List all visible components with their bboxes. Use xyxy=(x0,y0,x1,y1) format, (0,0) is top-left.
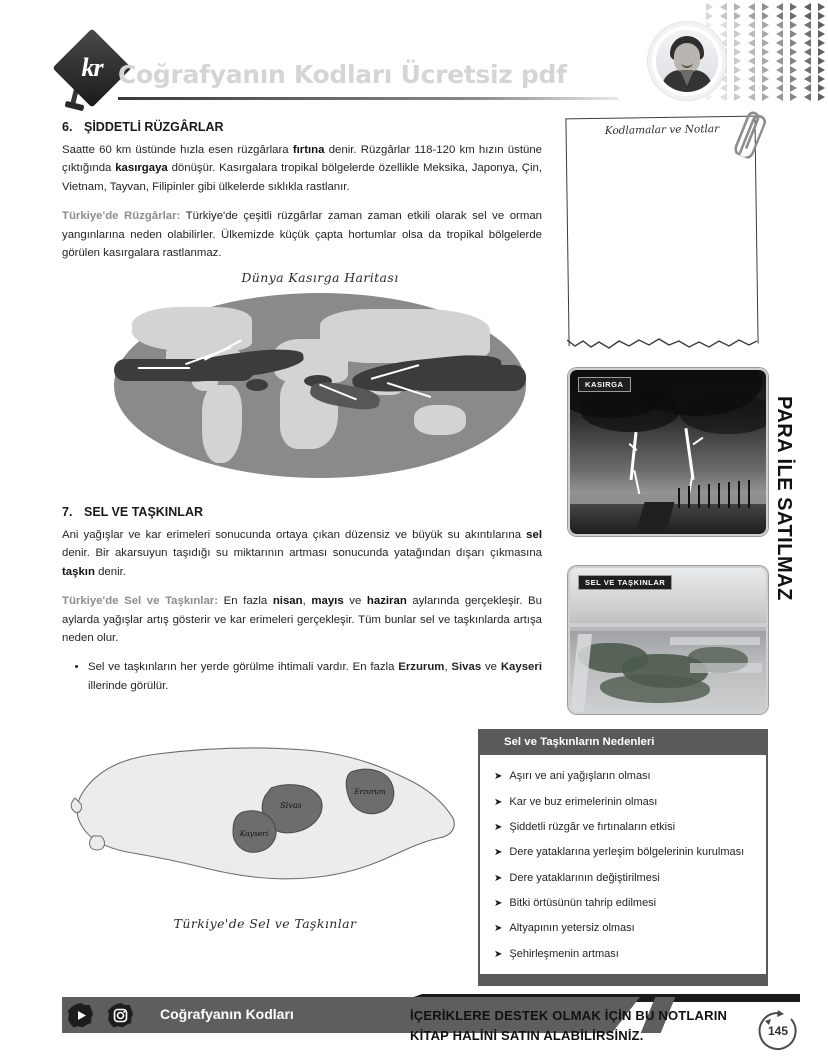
page-title: Coğrafyanın Kodları Ücretsiz pdf xyxy=(118,60,567,89)
decorative-triangle xyxy=(804,30,811,38)
cause-list-item xyxy=(494,764,754,789)
decorative-triangle xyxy=(748,57,755,65)
decorative-triangle xyxy=(748,93,755,101)
decorative-triangle xyxy=(776,12,783,20)
decorative-triangle xyxy=(706,21,713,29)
decorative-triangle xyxy=(804,39,811,47)
section-7-block xyxy=(62,505,542,695)
cause-list-item xyxy=(494,815,754,840)
cause-text: Dere yataklarının değiştirilmesi xyxy=(509,871,660,884)
world-map-graphic xyxy=(114,293,526,478)
decorative-triangle xyxy=(818,57,825,65)
decorative-triangle xyxy=(720,12,727,20)
decorative-triangle xyxy=(776,66,783,74)
cause-list-item xyxy=(494,942,754,967)
decorative-triangle xyxy=(776,75,783,83)
cause-text: Altyapının yetersiz olması xyxy=(509,922,635,935)
decorative-triangle xyxy=(818,21,825,29)
decorative-triangle xyxy=(818,75,825,83)
cause-text: Şiddetli rüzgâr ve fırtınaların etkisi xyxy=(509,820,676,833)
decorative-triangle xyxy=(818,93,825,101)
paragraph: Türkiye'de Sel ve Taşkınlar: En fazla nisan, mayıs ve haziran aylarında gerçekleşir. Bu aylarda yağışlar artış gösterir ve kar erimeleri gerçekleşir. Tüm bunlar sel ve taşkınlarda artışa neden olur. xyxy=(62,595,542,645)
decorative-triangle xyxy=(804,84,811,92)
list-item: • Sel ve taşkınların her yerde görülme ihtimali vardır. En fazla Erzurum, Sivas ve Kayseri illerinde görülür. xyxy=(88,658,542,695)
decorative-triangle xyxy=(790,48,797,56)
not-for-sale-notice: PARA İLE SATILMAZ xyxy=(773,396,795,601)
decorative-triangle xyxy=(734,75,741,83)
cause-list-item xyxy=(494,866,754,891)
section-number: 6. xyxy=(62,120,73,134)
section-7-bullets xyxy=(62,658,542,695)
decorative-triangle xyxy=(720,93,727,101)
decorative-triangle xyxy=(748,66,755,74)
main-content xyxy=(62,120,542,273)
avatar xyxy=(656,30,718,92)
decorative-triangle xyxy=(734,21,741,29)
decorative-triangle xyxy=(706,93,713,101)
decorative-triangle xyxy=(748,84,755,92)
decorative-triangle xyxy=(790,66,797,74)
notes-title: Kodlamalar ve Notlar xyxy=(604,123,720,137)
logo-base xyxy=(65,101,85,111)
turkey-map-caption: Türkiye'de Sel ve Taşkınlar xyxy=(173,916,357,931)
publisher-logo-text: kr xyxy=(81,53,103,82)
decorative-triangle xyxy=(776,39,783,47)
cause-text: Aşırı ve ani yağışların olması xyxy=(509,770,651,783)
decorative-triangle xyxy=(790,12,797,20)
decorative-triangle xyxy=(804,75,811,83)
decorative-triangle xyxy=(762,75,769,83)
arrow-right-icon: ➤ xyxy=(494,796,503,808)
decorative-triangle xyxy=(748,48,755,56)
decorative-triangle xyxy=(776,3,783,11)
paragraph: Saatte 60 km üstünde hızla esen rüzgârlara fırtına denir. Rüzgârlar 118-120 km hızın üstüne çıktığında kasırgaya dönüşür. Kasırgalara tropikal bölgelerde özellikle Meksika, Japonya, Çin, Vietnam, Tayvan, Filipinler gibi ülkelerde sıklıkla rastlanır. xyxy=(62,144,543,193)
photo-hurricane xyxy=(568,368,768,536)
cause-list-item xyxy=(494,789,754,814)
decorative-triangle xyxy=(734,30,741,38)
cause-list-item xyxy=(494,840,754,865)
causes-box xyxy=(478,729,768,986)
decorative-triangle xyxy=(790,39,797,47)
decorative-triangle xyxy=(790,84,797,92)
decorative-triangle xyxy=(776,93,783,101)
decorative-triangle xyxy=(720,84,727,92)
decorative-triangle xyxy=(776,48,783,56)
decorative-triangle xyxy=(762,48,769,56)
cause-text: Dere yataklarına yerleşim bölgelerinin kurulması xyxy=(509,846,745,859)
arrow-right-icon: ➤ xyxy=(494,771,503,783)
decorative-triangle xyxy=(734,57,741,65)
section-number: 7. xyxy=(62,505,73,519)
decorative-triangle xyxy=(734,3,741,11)
decorative-triangle xyxy=(818,39,825,47)
decorative-triangle xyxy=(776,57,783,65)
photo-label: SEL VE TAŞKINLAR xyxy=(578,575,672,590)
decorative-triangle xyxy=(762,12,769,20)
decorative-triangle xyxy=(776,21,783,29)
decorative-triangle xyxy=(804,57,811,65)
page-header xyxy=(0,0,828,112)
decorative-triangle xyxy=(790,93,797,101)
cause-text: Şehirleşmenin artması xyxy=(509,947,619,960)
decorative-triangle xyxy=(762,39,769,47)
decorative-triangle xyxy=(734,84,741,92)
photo-flood xyxy=(568,566,768,714)
world-map-caption: Dünya Kasırga Haritası xyxy=(241,270,399,285)
decorative-triangle xyxy=(720,30,727,38)
decorative-triangle xyxy=(762,66,769,74)
world-hurricane-map-block xyxy=(100,270,540,478)
paragraph: Ani yağışlar ve kar erimeleri sonucunda ortaya çıkan düzensiz ve büyük su akıntılarına sel denir. Bir akarsuyun taşıdığı su miktarının artması sonucunda yatağından dışarı çıkmasına taşkın denir. xyxy=(62,529,542,578)
torn-edge xyxy=(567,337,757,351)
header-divider xyxy=(118,97,618,100)
notes-panel[interactable] xyxy=(567,117,757,345)
decorative-triangle xyxy=(804,48,811,56)
decorative-triangle xyxy=(804,3,811,11)
causes-box-title: Sel ve Taşkınların Nedenleri xyxy=(478,729,768,755)
map-label-sivas: Sivas xyxy=(280,801,302,810)
decorative-triangle xyxy=(720,21,727,29)
decorative-triangle xyxy=(776,84,783,92)
decorative-triangle xyxy=(748,12,755,20)
decorative-triangle xyxy=(790,3,797,11)
decorative-triangle xyxy=(790,75,797,83)
decorative-triangle xyxy=(762,57,769,65)
decorative-triangle xyxy=(790,21,797,29)
decorative-triangle xyxy=(720,39,727,47)
footer-brand-name: Coğrafyanın Kodları xyxy=(160,1006,294,1022)
map-label-erzurum: Erzurum xyxy=(354,788,386,796)
cause-text: Kar ve buz erimelerinin olması xyxy=(509,795,658,808)
decorative-triangle xyxy=(804,93,811,101)
decorative-triangle xyxy=(748,3,755,11)
decorative-triangle xyxy=(762,21,769,29)
arrow-right-icon: ➤ xyxy=(494,948,503,960)
decorative-triangle xyxy=(748,21,755,29)
arrow-right-icon: ➤ xyxy=(494,821,503,833)
decorative-triangle xyxy=(818,48,825,56)
decorative-triangle xyxy=(776,30,783,38)
decorative-triangle xyxy=(734,12,741,20)
decorative-triangle xyxy=(706,3,713,11)
arrow-right-icon: ➤ xyxy=(494,898,503,910)
section-heading-7 xyxy=(62,505,542,519)
decorative-triangle xyxy=(818,66,825,74)
decorative-triangle xyxy=(748,30,755,38)
decorative-triangle xyxy=(790,57,797,65)
decorative-triangle xyxy=(706,12,713,20)
decorative-triangle xyxy=(818,12,825,20)
paragraph: Türkiye'de Rüzgârlar: Türkiye'de çeşitli rüzgârlar zaman zaman etkili olarak sel ve orman yangınlarına neden olabilirler. Ülkemizde küçük çapta hortumlar olsa da tropikal bölgelerde görülen kasırgalara rastlanmaz. xyxy=(62,210,543,260)
cause-list-item xyxy=(494,916,754,941)
decorative-triangle xyxy=(804,66,811,74)
arrow-right-icon: ➤ xyxy=(494,872,503,884)
decorative-triangle xyxy=(720,3,727,11)
page-number-badge xyxy=(757,1010,799,1052)
decorative-triangle xyxy=(762,30,769,38)
turkey-map-block xyxy=(60,740,470,931)
section-title: SEL VE TAŞKINLAR xyxy=(84,505,203,519)
map-label-kayseri: Kayseri xyxy=(239,829,269,838)
decorative-triangle xyxy=(734,39,741,47)
cause-list-item xyxy=(494,891,754,916)
decorative-triangle xyxy=(790,30,797,38)
arrow-right-icon: ➤ xyxy=(494,923,503,935)
causes-box-footer xyxy=(478,974,768,986)
page-footer xyxy=(0,992,828,1064)
cause-text: Bitki örtüsünün tahrip edilmesi xyxy=(509,897,657,910)
footer-message: İÇERİKLERE DESTEK OLMAK İÇİN BU NOTLARIN KİTAP HALİNİ SATIN ALABİLİRSİNİZ. xyxy=(410,1008,728,1043)
decorative-triangle xyxy=(804,12,811,20)
photo-label: KASIRGA xyxy=(578,377,631,392)
decorative-triangle xyxy=(818,84,825,92)
decorative-triangle xyxy=(762,93,769,101)
decorative-triangle xyxy=(720,75,727,83)
causes-box-list xyxy=(478,755,768,974)
page-number: 145 xyxy=(767,1024,789,1038)
paperclip-icon xyxy=(727,106,769,160)
section-title: ŞİDDETLİ RÜZGÂRLAR xyxy=(84,120,224,134)
turkey-map-graphic xyxy=(65,740,465,910)
decorative-triangle xyxy=(818,3,825,11)
decorative-triangle xyxy=(734,93,741,101)
decorative-triangle xyxy=(748,75,755,83)
decorative-triangle xyxy=(734,48,741,56)
decorative-triangle xyxy=(748,39,755,47)
decorative-triangle xyxy=(804,21,811,29)
decorative-triangle xyxy=(762,84,769,92)
decorative-triangle xyxy=(762,3,769,11)
section-heading-6 xyxy=(62,120,542,134)
decorative-triangle xyxy=(818,30,825,38)
decorative-triangle xyxy=(734,66,741,74)
arrow-right-icon: ➤ xyxy=(494,847,503,859)
